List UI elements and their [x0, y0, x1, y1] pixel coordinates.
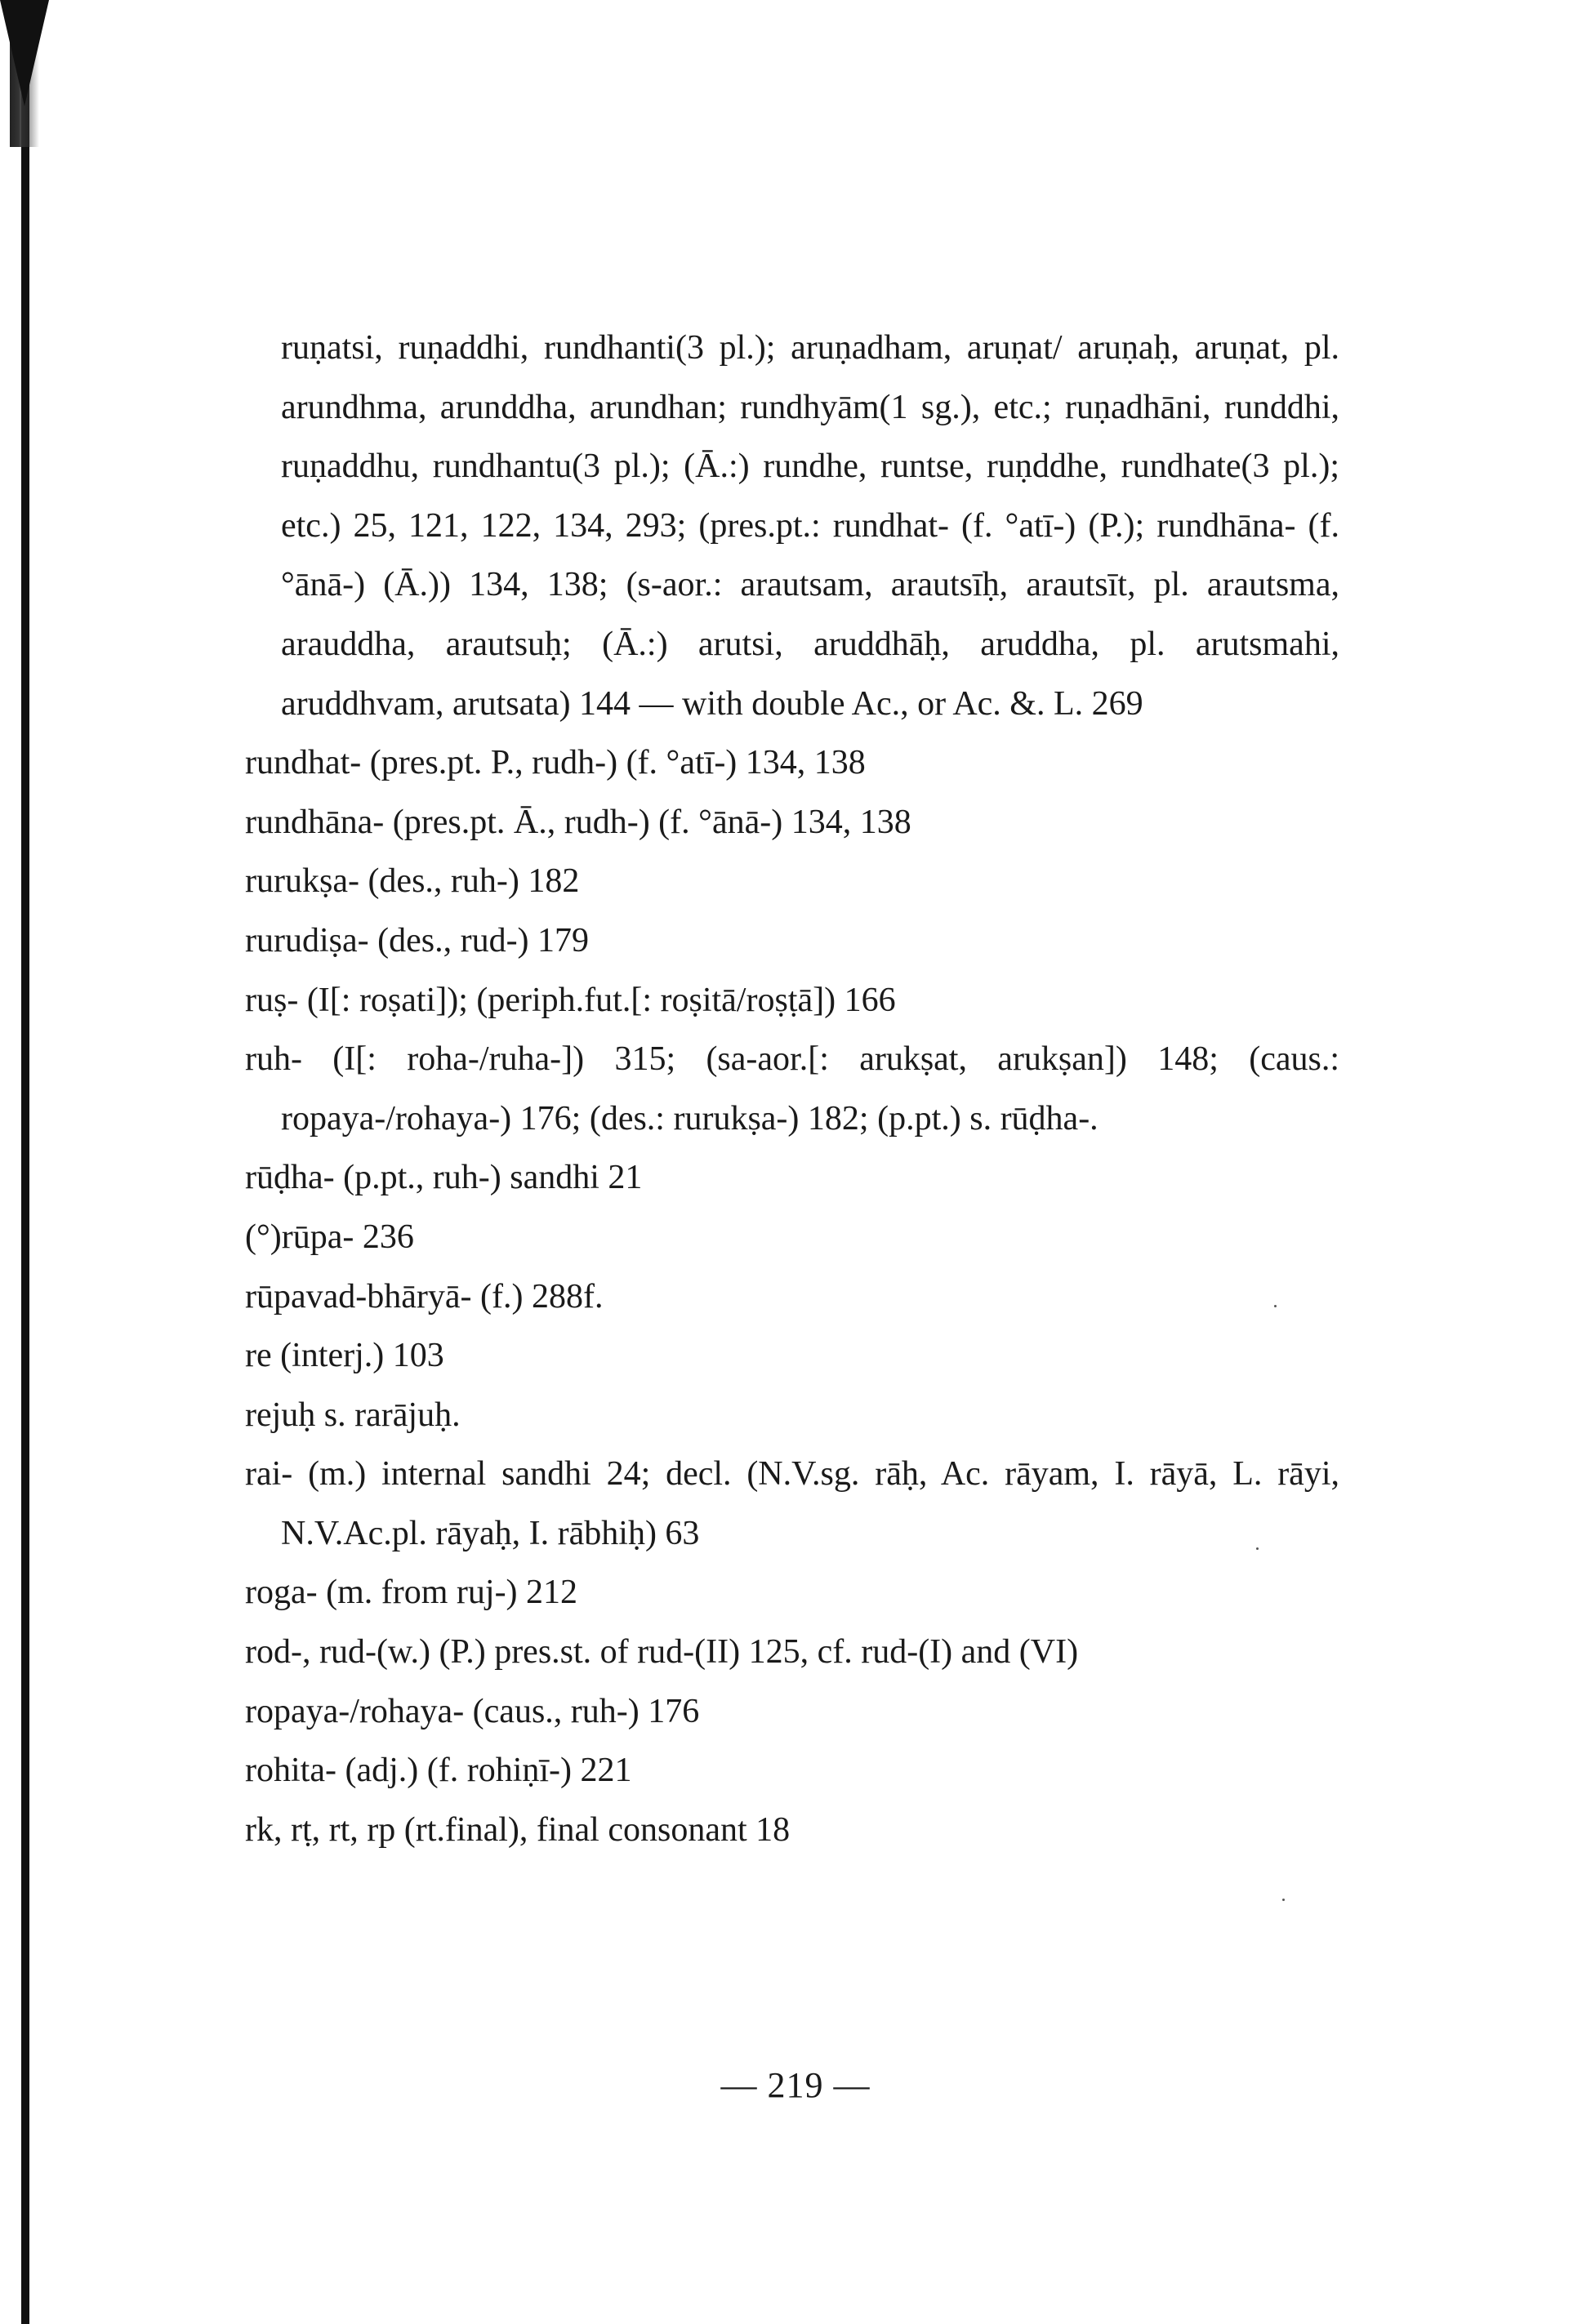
paper-speck: [1256, 1547, 1259, 1550]
page-number: — 219 —: [720, 2065, 871, 2105]
index-entry: rohita- (adj.) (f. rohiṇī-) 221: [245, 1752, 632, 1790]
index-entry: rk, rṭ, rt, rp (rt.final), final consonant 18: [245, 1810, 791, 1849]
index-entry: roga- (m. from ruj-) 212: [245, 1574, 578, 1612]
index-entry: rurudiṣa- (des., rud-) 179: [245, 921, 590, 959]
index-entry: rūḍha- (p.pt., ruh-) sandhi 21: [245, 1159, 643, 1197]
index-entry: rūpavad-bhāryā- (f.) 288f.: [245, 1277, 604, 1316]
index-entry: ruṇatsi, ruṇaddhi, rundhanti(3 pl.); aruṇadham, aruṇat/ aruṇaḥ, aruṇat, pl. arundhma, arunddha, arundhan; rundhyām(1 sg.), etc.; ruṇadhāni, runddhi, ruṇaddhu, rundhantu(3 pl.); (Ā.:) rundhe, runtse, ruṇddhe, rundhate(3 pl.); etc.) 25, 121, 122, 134, 293; (pres.pt.: rundhat- (f. °atī-) (P.); rundhāna- (f. °ānā-) (Ā.)) 134, 138; (s-aor.: arautsam, arautsīḥ, arautsīt, pl. arautsma, arauddha, arautsuḥ; (Ā.:) arutsi, aruddhāḥ, aruddha, pl. arutsmahi, aruddhvam, arutsata) 144 — with double Ac., or Ac. &. L. 269: [281, 329, 1339, 723]
binding-notch: [0, 0, 49, 106]
index-entry: rai- (m.) internal sandhi 24; decl. (N.V.sg. rāḥ, Ac. rāyam, I. rāyā, L. rāyi, N.V.Ac.pl. rāyaḥ, I. rābhiḥ) 63: [245, 1455, 1339, 1552]
paper-speck: [1274, 1305, 1277, 1307]
paper-speck: [1282, 1899, 1285, 1901]
index-entry: rod-, rud-(w.) (P.) pres.st. of rud-(II) 125, cf. rud-(I) and (VI): [245, 1633, 1079, 1672]
index-entry: rejuḥ s. rarājuḥ.: [245, 1396, 461, 1434]
index-entries: [245, 318, 1339, 1859]
binding-edge: [21, 0, 29, 2324]
index-entry: ruh- (I[: roha-/ruha-]) 315; (sa-aor.[: arukṣat, arukṣan]) 148; (caus.: ropaya-/rohaya-) 176; (des.: rurukṣa-) 182; (p.pt.) s. rūḍha-.: [245, 1040, 1339, 1138]
index-entry: rurukṣa- (des., ruh-) 182: [245, 862, 580, 901]
index-entry: rundhat- (pres.pt. P., rudh-) (f. °atī-) 134, 138: [245, 744, 866, 782]
index-entry: ruṣ- (I[: roṣati]); (periph.fut.[: roṣitā/roṣṭā]) 166: [245, 981, 896, 1019]
index-entry: ropaya-/rohaya- (caus., ruh-) 176: [245, 1692, 700, 1730]
index-entry: re (interj.) 103: [245, 1337, 444, 1375]
index-entry: rundhāna- (pres.pt. Ā., rudh-) (f. °ānā-) 134, 138: [245, 803, 911, 841]
index-entry: (°)rūpa- 236: [245, 1218, 414, 1256]
